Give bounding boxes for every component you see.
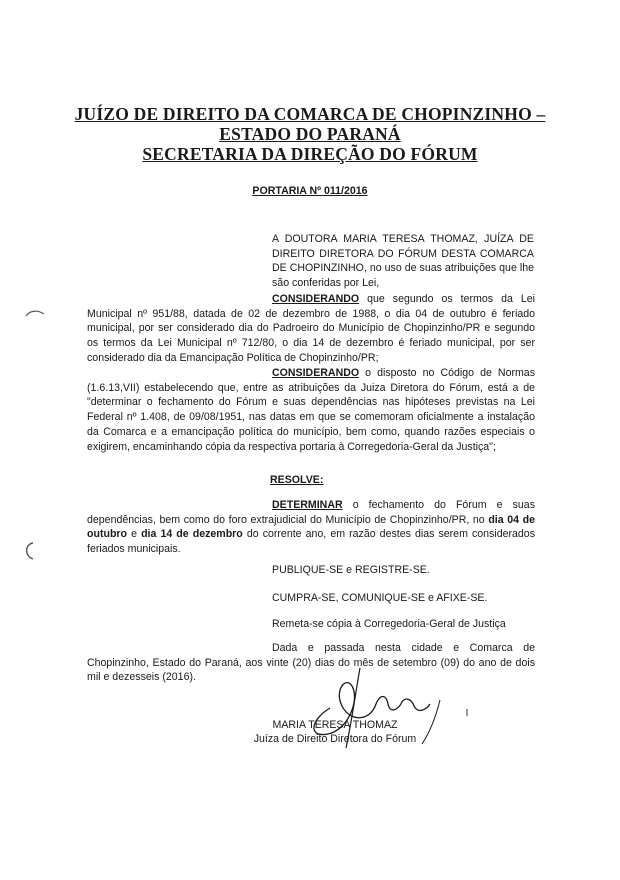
determinar-paragraph [87, 498, 535, 557]
publique-line: PUBLIQUE-SE e REGISTRE-SE. [272, 564, 430, 576]
holiday-date-1: dia 04 de outubro [87, 513, 535, 541]
signature-name: MARIA TERESA THOMAZ [272, 719, 398, 731]
intro-paragraph: A DOUTORA MARIA TERESA THOMAZ, JUÍZA DE DIREITO DIRETORA DO FÓRUM DESTA COMARCA DE CHOPINZINHO, no uso de suas atribuições que lhe são conferidas por Lei, [272, 233, 534, 290]
determinar-text: o fechamento do Fórum e suas dependências, bem como do foro extrajudicial do Município de Chopinzinho/PR, no [87, 499, 535, 526]
holiday-date-2: dia 14 de dezembro [141, 528, 243, 541]
portaria-number: PORTARIA Nº 011/2016 [252, 185, 368, 197]
considerando-text: o disposto no Código de Normas (1.6.13,VII) estabelecendo que, entre as atribuições da Juiza Diretora do Fórum, está a de "determinar o fechamento do Fórum e suas dependências nas hipóteses previstas na Lei Federal nº 1.408, de 09/08/1951, nas datas em que se comemoram oficialmente a instalação da Comarca e a emancipação política do município, bem como, quando razões especiais o exigirem, encaminhando cópia da respectiva portaria à Corregedoria-Geral da Justiça"; [87, 367, 535, 453]
determinar-text: do corrente ano, em razão destes dias serem considerados feriados municipais. [87, 528, 535, 556]
remeta-line: Remeta-se cópia à Corregedoria-Geral de Justiça [272, 618, 506, 630]
considerando-keyword: CONSIDERANDO [272, 367, 360, 379]
considerando-text: que segundo os termos da Lei Municipal nº 951/88, datada de 02 de dezembro de 1988, o dia 04 de outubro é feriado municipal, por ser considerado dia do Padroeiro do Município de Chopinzinho/PR e segundo os termos da Lei Municipal nº 712/80, o dia 14 de dezembro é feriado municipal, por ser considerado dia da Emancipação Política de Chopinzinho/PR; [87, 293, 535, 364]
tick-mark-icon [464, 708, 470, 718]
header-court-title: JUÍZO DE DIREITO DA COMARCA DE CHOPINZINHO – [74, 104, 546, 124]
considerando-paragraph-1 [87, 292, 535, 366]
header-state: ESTADO DO PARANÁ [219, 124, 401, 144]
signature-role: Juíza de Direito Diretora do Fórum [253, 733, 417, 745]
cumpra-line: CUMPRA-SE, COMUNIQUE-SE e AFIXE-SE. [272, 592, 488, 604]
determinar-keyword: DETERMINAR [272, 499, 343, 511]
considerando-paragraph-2 [87, 366, 535, 454]
dada-text: Dada e passada nesta cidade e Comarca de Chopinzinho, Estado do Paraná, aos vinte (20) dias do mês de setembro (09) do ano de dois mil e dezesseis (2016). [87, 642, 535, 684]
resolve-heading: RESOLVE: [270, 474, 324, 486]
punch-hole-mark-icon [22, 540, 36, 562]
considerando-keyword: CONSIDERANDO [272, 293, 360, 305]
punch-hole-mark-icon [24, 308, 46, 320]
header-secretariat: SECRETARIA DA DIREÇÃO DO FÓRUM [142, 144, 478, 164]
determinar-text: e [127, 528, 142, 541]
